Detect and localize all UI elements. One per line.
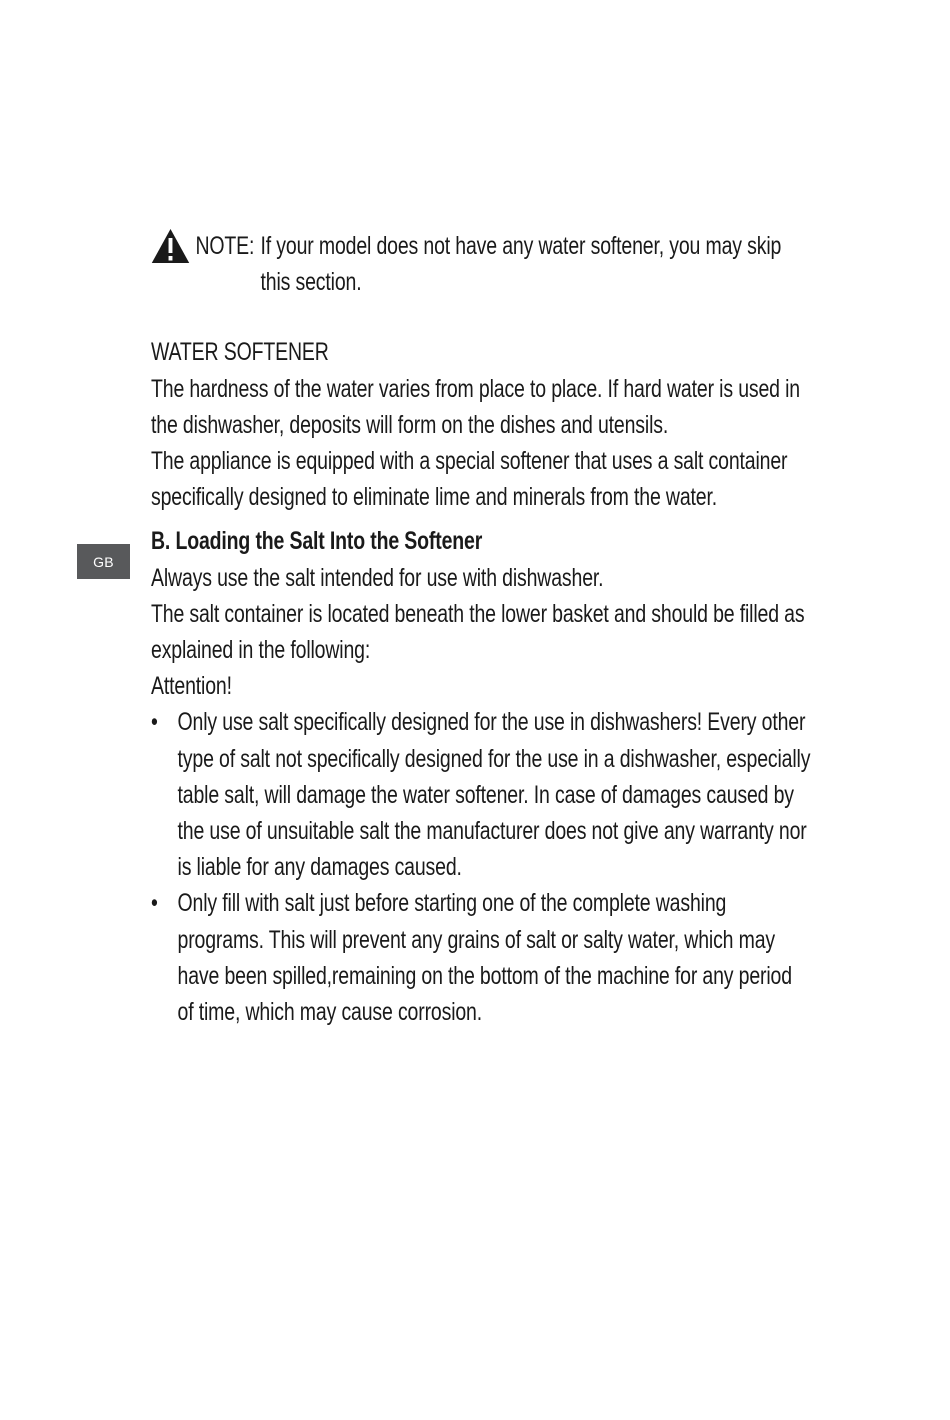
note-label: NOTE: [195, 232, 255, 260]
loading-salt-paragraph-1: Always use the salt intended for use with dishwasher. [151, 563, 604, 592]
water-softener-paragraph-2: The appliance is equipped with a special softener that uses a salt container specifically designed to eliminate lime and minerals from the water. [151, 447, 788, 512]
bullet-icon: • [151, 889, 158, 918]
section-heading-loading-salt: B. Loading the Salt Into the Softener [151, 527, 483, 556]
list-item [151, 704, 811, 885]
section-title-water-softener: WATER SOFTENER [151, 338, 329, 367]
list-item [151, 885, 811, 1030]
page-content [151, 228, 811, 1030]
list-item-text: Only use salt specifically designed for the use in dishwashers! Every other type of salt not specifically designed for the use in a dishwasher, especially table salt, will damage the water softener. In case of damages caused by the use of unsuitable salt the manufacturer does not give any warranty nor is liable for any damages caused. [177, 708, 811, 882]
list-item-text: Only fill with salt just before starting one of the complete washing programs. This will prevent any grains of salt or salty water, which may have been spilled,remaining on the bottom of the machine for any period of time, which may cause corrosion. [177, 889, 792, 1027]
loading-salt-paragraph-2: The salt container is located beneath the lower basket and should be filled as explained in the following: [151, 599, 805, 665]
attention-label: Attention! [151, 672, 232, 701]
water-softener-paragraph-1: The hardness of the water varies from place to place. If hard water is used in the dishwasher, deposits will form on the dishes and utensils. [151, 374, 800, 439]
note-block [151, 228, 811, 300]
warning-triangle-icon [151, 228, 190, 264]
bullet-icon: • [151, 708, 158, 737]
language-tab [77, 544, 130, 579]
note-text: If your model does not have any water softener, you may skip this section. [260, 232, 782, 297]
language-tab-label: GB [93, 553, 114, 570]
attention-list [151, 704, 811, 1030]
